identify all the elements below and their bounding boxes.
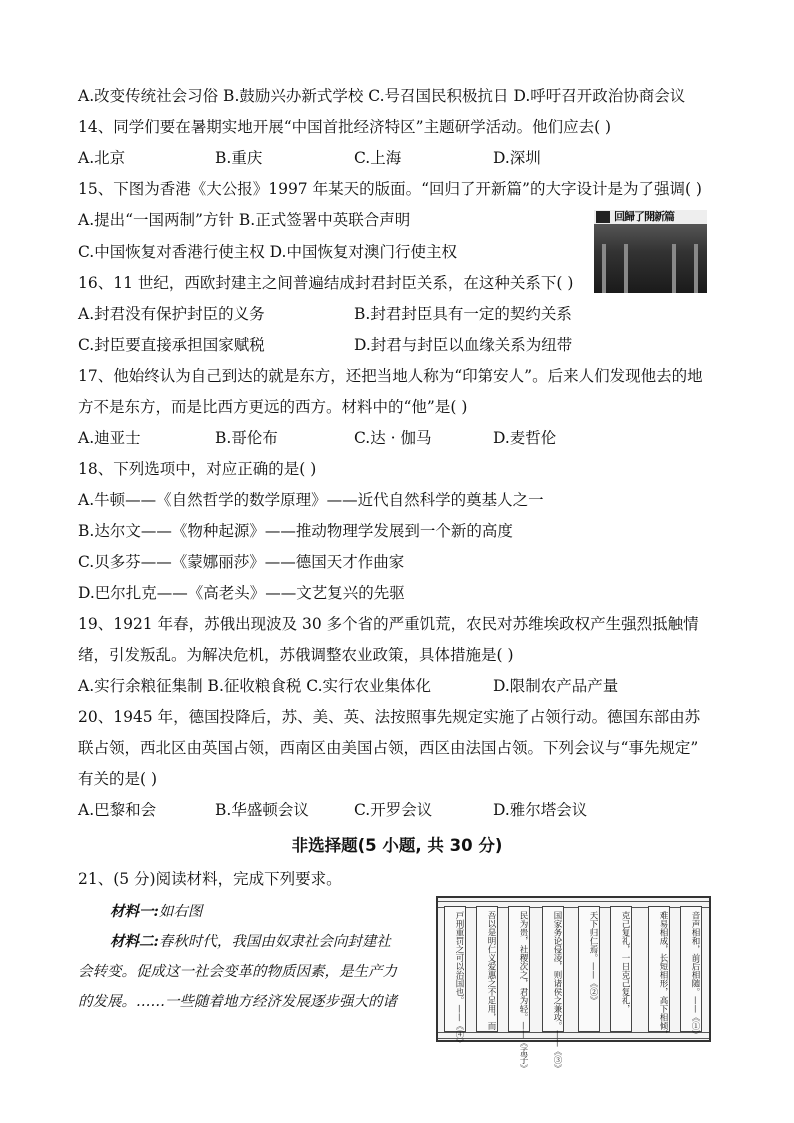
section-title: 非选择题(5 小题, 共 30 分): [291, 836, 503, 855]
material-1-text: 如右图: [158, 904, 203, 920]
q16-stem: 16、11 世纪，西欧封建主之间普遍结成封君封臣关系，在这种关系下( ): [78, 274, 574, 292]
q19-options: [78, 675, 718, 697]
q18-option-d[interactable]: D.巴尔扎克——《高老头》——文艺复兴的先驱: [78, 584, 405, 602]
q15-stem: 15、下图为香港《大公报》1997 年某天的版面。“回归了开新篇”的大字设计是为了强调( ): [78, 180, 702, 198]
q16-options-ab: [78, 303, 718, 325]
q20-option-b[interactable]: B.华盛顿会议: [215, 801, 309, 819]
q19-option-d[interactable]: D.限制农产品产量: [493, 677, 619, 695]
q20-stem-2: 联占领，西北区由英国占领，西南区由美国占领，西区由法国占领。下列会议与“事先规定”: [78, 739, 699, 757]
slip-2: 吾以是明仁义爱惠之不足用，而: [476, 906, 498, 1032]
newspaper-photo: [594, 224, 707, 293]
q14-option-a[interactable]: A.北京: [78, 149, 126, 167]
newspaper-logo: [596, 211, 610, 223]
material-2-line-2: 会转变。促成这一社会变革的物质因素，是生产力: [78, 964, 397, 980]
slip-4: 国家务论侵凌，则诸侯之兼攻。——《③》: [542, 906, 564, 1032]
bamboo-slips-image: [436, 896, 711, 1073]
q20-option-c[interactable]: C.开罗会议: [354, 801, 433, 819]
q17-option-b[interactable]: B.哥伦布: [215, 429, 278, 447]
material-1: [110, 901, 202, 923]
q16-option-d[interactable]: D.封君与封臣以血缘关系为纽带: [354, 336, 573, 354]
q20-option-a[interactable]: A.巴黎和会: [78, 801, 157, 819]
q20-option-d[interactable]: D.雅尔塔会议: [493, 801, 588, 819]
q19-option-abc[interactable]: A.实行余粮征集制 B.征收粮食税 C.实行农业集体化: [78, 677, 432, 695]
q17-option-c[interactable]: C.达 · 伽马: [354, 429, 432, 447]
q14-option-d[interactable]: D.深圳: [493, 149, 541, 167]
q14-options: [78, 147, 718, 169]
q16-option-b[interactable]: B.封君封臣具有一定的契约关系: [354, 305, 572, 323]
q15-options-ab[interactable]: A.提出“一国两制”方针 B.正式签署中英联合声明: [78, 211, 411, 229]
q19-stem-1: 19、1921 年春，苏俄出现波及 30 多个省的严重饥荒，农民对苏维埃政权产生强烈抵触情: [78, 615, 699, 633]
q20-options: [78, 799, 718, 821]
q21-stem: 21、(5 分)阅读材料，完成下列要求。: [78, 870, 342, 888]
slip-5: 天下归仁焉。——《②》: [578, 906, 600, 1032]
slip-7: 难易相成，长短相形，高下相倾，: [648, 906, 670, 1032]
q20-stem-1: 20、1945 年，德国投降后，苏、美、英、法按照事先规定实施了占领行动。德国东部由苏: [78, 708, 701, 726]
material-2-label: 材料二:: [110, 933, 159, 950]
q17-stem-2: 方不是东方，而是比西方更远的西方。材料中的“他”是( ): [78, 398, 468, 416]
slip-6: 克己复礼，一日克己复礼，: [610, 906, 632, 1032]
q16-options-cd: [78, 334, 718, 356]
q14-option-b[interactable]: B.重庆: [215, 149, 263, 167]
material-2-line-3: 的发展。……一些随着地方经济发展逐步强大的诸: [78, 994, 397, 1010]
slip-8: 音声相和，前后相随。——《①》: [680, 906, 702, 1032]
q13-options: A.改变传统社会习俗 B.鼓励兴办新式学校 C.号召国民积极抗日 D.呼吁召开政治协商会议: [78, 87, 686, 105]
q17-option-a[interactable]: A.迪亚士: [78, 429, 141, 447]
q15-options-cd[interactable]: C.中国恢复对香港行使主权 D.中国恢复对澳门行使主权: [78, 243, 457, 261]
q16-option-a[interactable]: A.封君没有保护封臣的义务: [78, 305, 265, 323]
q19-stem-2: 绪，引发叛乱。为解决危机，苏俄调整农业政策，具体措施是( ): [78, 646, 514, 664]
material-2: [110, 931, 391, 953]
q14-option-c[interactable]: C.上海: [354, 149, 402, 167]
newspaper-headline: 回歸了開新篇: [614, 210, 674, 223]
q18-option-c[interactable]: C.贝多芬——《蒙娜丽莎》——德国天才作曲家: [78, 553, 405, 571]
q16-option-c[interactable]: C.封臣要直接承担国家赋税: [78, 336, 265, 354]
q17-options: [78, 427, 718, 449]
material-1-label: 材料一:: [110, 903, 159, 920]
slip-3: 民为贵，社稷次之，君为轻。——《孟子》: [508, 906, 530, 1032]
newspaper-image: [594, 210, 707, 293]
material-2-text: 春秋时代，我国由奴隶社会向封建社: [158, 934, 391, 950]
q20-stem-3: 有关的是( ): [78, 770, 158, 788]
q17-stem-1: 17、他始终认为自己到达的就是东方，还把当地人称为“印第安人”。后来人们发现他去的地: [78, 367, 703, 385]
q18-option-b[interactable]: B.达尔文——《物种起源》——推动物理学发展到一个新的高度: [78, 522, 513, 540]
q18-stem: 18、下列选项中，对应正确的是( ): [78, 460, 317, 478]
newspaper-masthead: [594, 210, 707, 224]
q17-option-d[interactable]: D.麦哲伦: [493, 429, 557, 447]
slip-1: 戸刑重罚之可以治国也。——《④》: [444, 906, 466, 1032]
q18-option-a[interactable]: A.牛顿——《自然哲学的数学原理》——近代自然科学的奠基人之一: [78, 491, 544, 509]
q14-stem: 14、同学们要在暑期实地开展“中国首批经济特区”主题研学活动。他们应去( ): [78, 118, 612, 136]
